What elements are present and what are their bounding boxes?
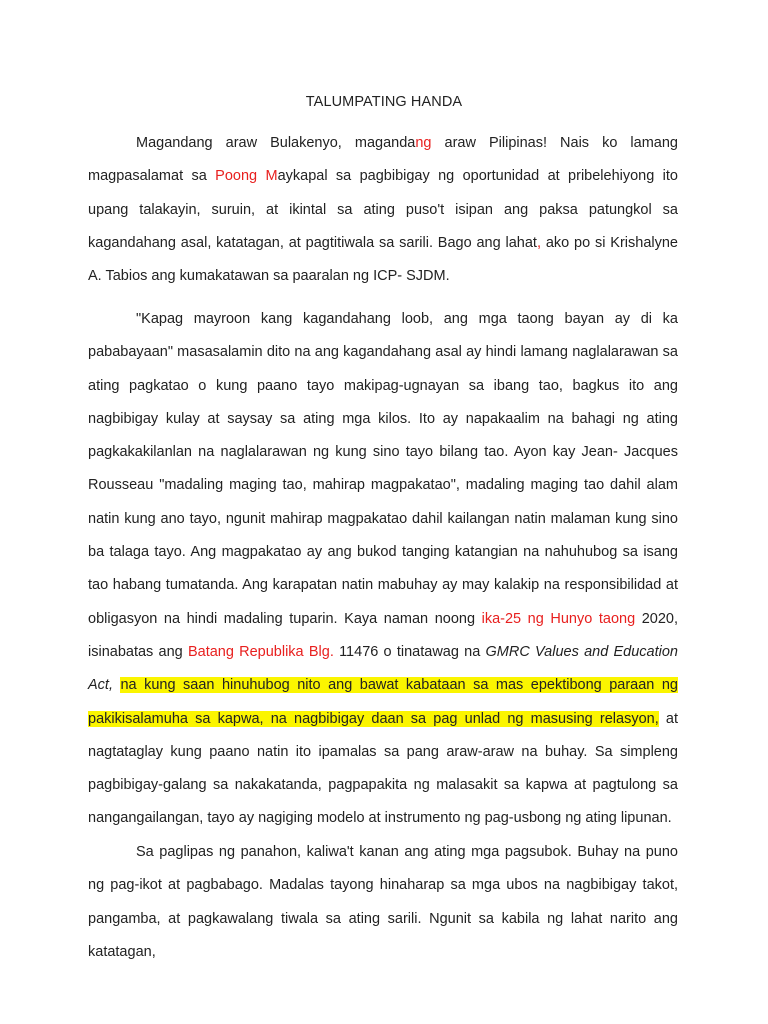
p1-text-1: Magandang araw Bulakenyo, maganda	[136, 135, 416, 151]
p1-red-2: Poong M	[215, 168, 278, 185]
p2-red-2: Batang Republika Blg.	[187, 643, 334, 660]
p2-text-3: 11476 o tinatawag na	[333, 643, 486, 660]
p3-text-1: Sa paglipas ng panahon, kaliwa't kanan ang ating mga pagsubok. Buhay na puno ng pag-ikot at pagbabago. Madalas tayong hinaharap sa mga ubos na nagbibigay takot, pangamba, at pagkawalang tiwala sa ating sarili. Ngunit sa kabila ng lahat narito ang katatagan,	[88, 844, 678, 960]
paragraph-3	[88, 836, 678, 969]
p2-text-2: 2020, isinabatas ang	[88, 610, 678, 660]
p2-text-1: "Kapag mayroon kang kagandahang loob, ang mga taong bayan ay di ka pababayaan" masasalamin dito na ang kagandahang asal ay hindi lamang naglalarawan sa ating pagkatao o kung paano tayo makipag-ugnayan sa ibang tao, bagkus ito ang nagbibigay kulay at saysay sa ating mga kilos. Ito ay napakaalim na bahagi ng ating pagkakakilanlan na naglalarawan ng kung sino tayo bilang tao. Ayon kay Jean- Jacques Rousseau "madaling maging tao, mahirap magpakatao", madaling maging tao dahil alam natin kung ano tayo, ngunit mahirap magpakatao dahil kailangan natin malaman kung sino ba talaga tayo. Ang magpakatao ay ang bukod tanging katangian na nahuhubog sa isang tao habang tumatanda. Ang karapatan natin mabuhay ay may kalakip na responsibilidad at obligasyon na hindi madaling tuparin. Kaya naman noong	[88, 311, 678, 627]
paragraph-1	[88, 127, 678, 293]
p2-red-1: ika-25 ng Hunyo taong	[481, 610, 636, 627]
p2-italic-act: GMRC Values and Education Act,	[88, 643, 678, 694]
paragraph-2	[88, 303, 678, 836]
p1-red-1: ng	[415, 135, 432, 151]
p2-highlight: na kung saan hinuhubog nito ang bawat kabataan sa mas epektibong paraan ng pakikisalamuha sa kapwa, na nagbibigay daan sa pag unlad ng masusing relasyon,	[88, 677, 678, 727]
document-title: TALUMPATING HANDA	[305, 94, 463, 110]
p1-text-4: ako po si Krishalyne A. Tabios ang kumakatawan sa paaralan ng ICP- SJDM.	[88, 234, 678, 285]
p1-text-3: aykapal sa pagbibigay ng oportunidad at pribelehiyong ito upang talakayin, suruin, at ikintal sa ating puso't isipan ang paksa patungkol sa kagandahang asal, katatagan, at pagtitiwala sa sarili. Bago ang lahat	[88, 168, 678, 251]
p2-text-5: at nagtataglay kung paano natin ito ipamalas sa pang araw-araw na buhay. Sa simpleng pagbibigay-galang sa nakakatanda, pagpapakita ng malasakit sa kapwa at pagtulong sa nangangailangan, tayo ay nagiging modelo at instrumento ng pag-usbong ng ating lipunan.	[88, 710, 679, 827]
p1-red-3: ,	[536, 234, 541, 251]
p1-text-2: araw Pilipinas! Nais ko lamang magpasalamat sa	[88, 135, 678, 185]
